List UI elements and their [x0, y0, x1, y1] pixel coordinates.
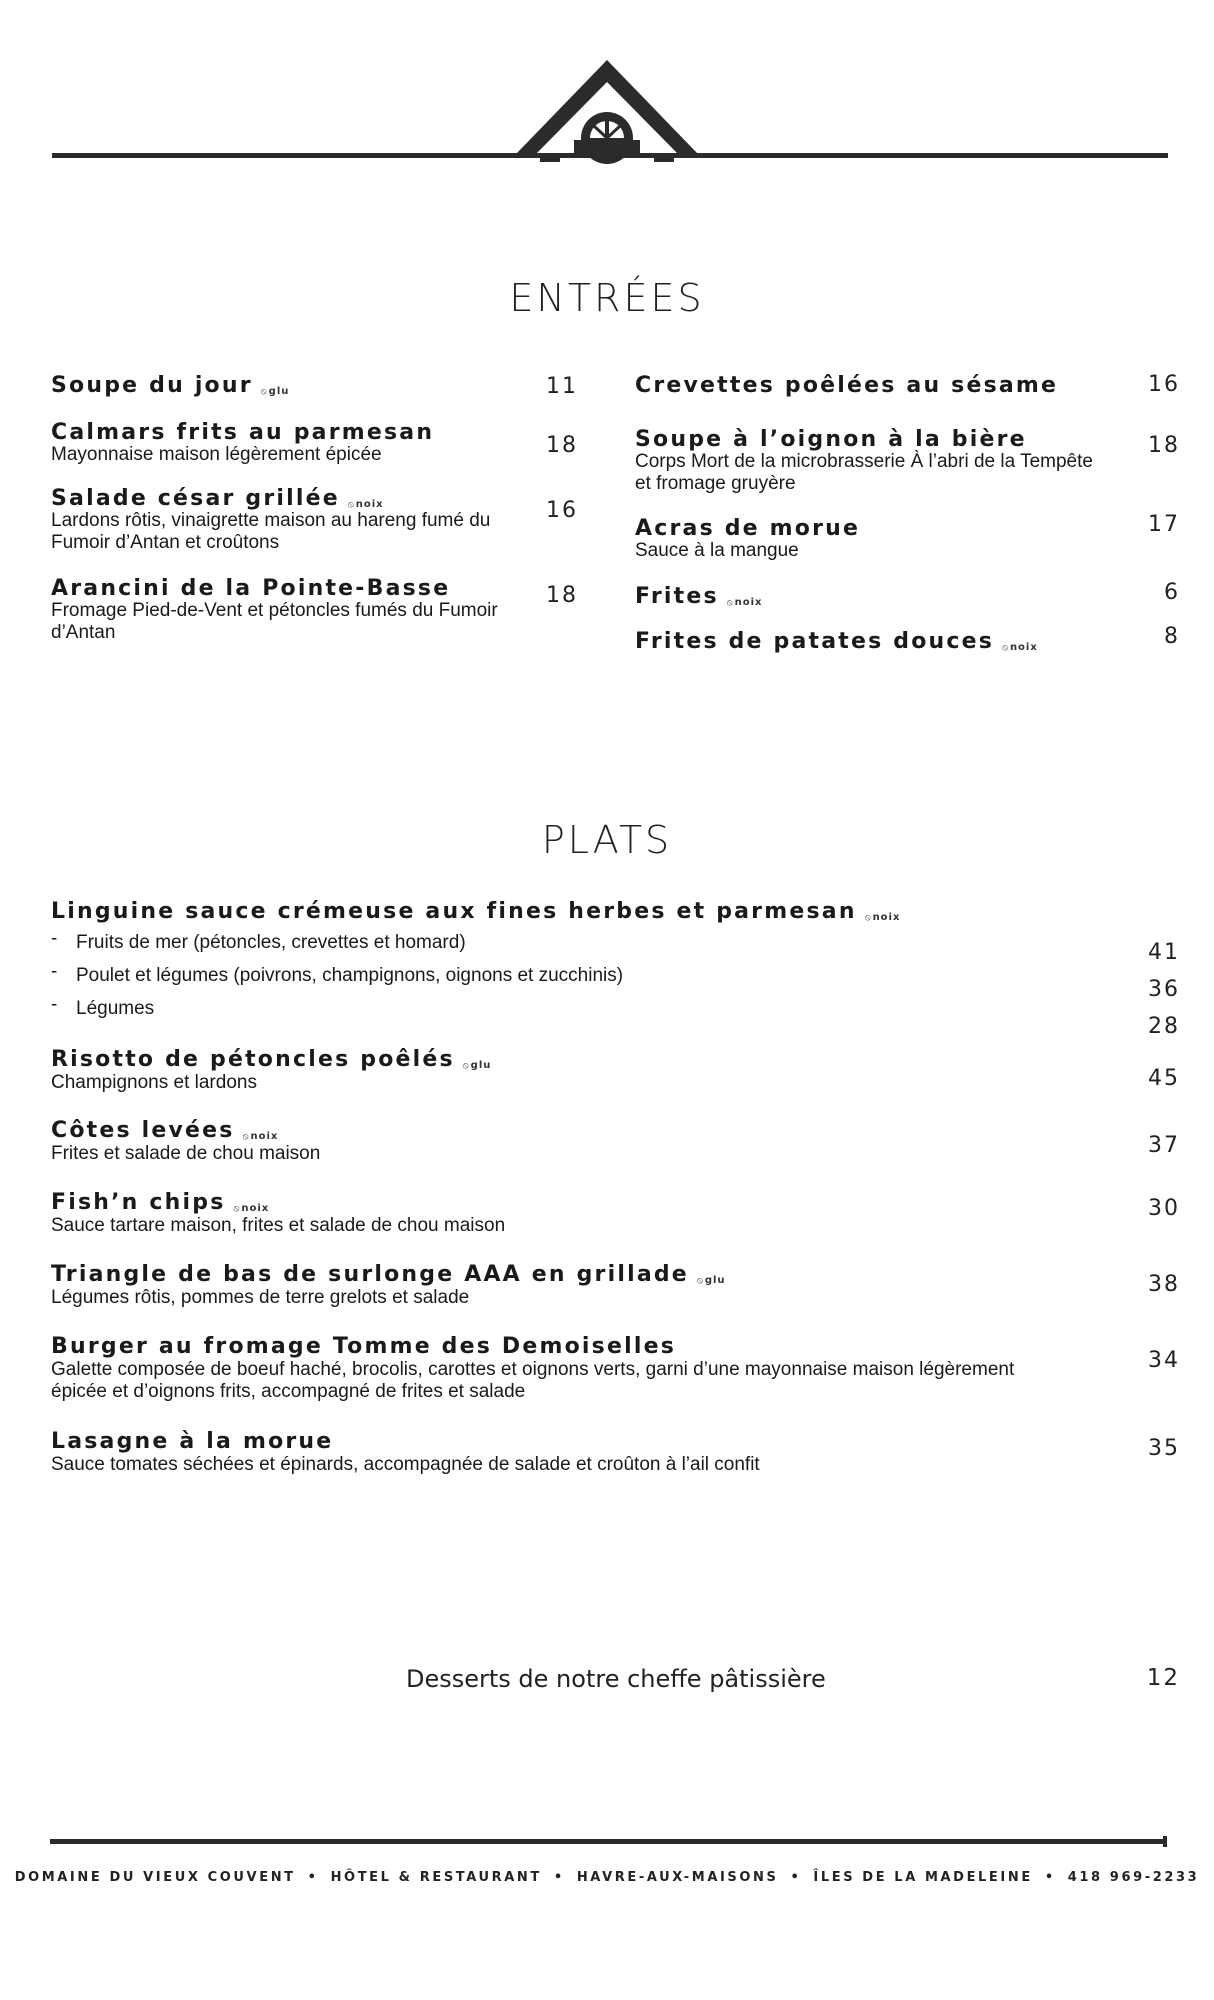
allergen-label: glu	[470, 1060, 492, 1071]
allergen-tag	[243, 1131, 279, 1142]
entree-frites-name	[635, 584, 763, 616]
plat-linguine-name	[51, 899, 900, 931]
item-title: Soupe du jour	[51, 373, 253, 398]
linguine-option-bullet: -	[51, 961, 58, 982]
plat-fish-n-chips-description: Sauce tartare maison, frites et salade de chou maison	[51, 1215, 506, 1236]
entree-calmars-price: 18	[546, 433, 578, 458]
allergen-tag	[727, 597, 763, 608]
plat-lasagne-description: Sauce tomates séchées et épinards, accompagnée de salade et croûton à l’ail confit	[51, 1454, 760, 1475]
footer-hotel-name: DOMAINE DU VIEUX COUVENT	[14, 1870, 296, 1885]
no-allergen-icon: ⦸	[696, 1276, 704, 1286]
footer-contact-line	[0, 1870, 1214, 1885]
no-allergen-icon: ⦸	[347, 500, 355, 510]
linguine-option-poulet-legumes: Poulet et légumes (poivrons, champignons, oignons et zucchinis)	[76, 965, 624, 986]
entree-frites-patates-douces-price: 8	[1164, 624, 1180, 649]
item-title: Risotto de pétoncles poêlés	[51, 1047, 455, 1072]
dessert-price: 12	[1146, 1665, 1180, 1691]
entree-frites-patates-douces-name	[635, 629, 1038, 661]
footer-separator: •	[553, 1870, 565, 1885]
allergen-label: glu	[268, 386, 290, 397]
footer-town: HAVRE-AUX-MAISONS	[576, 1870, 779, 1885]
item-title: Fish’n chips	[51, 1190, 226, 1215]
allergen-label: noix	[872, 912, 901, 923]
entree-soupe-oignon-description: Corps Mort de la microbrasserie À l’abri de la Tempête et fromage gruyère	[635, 451, 1093, 494]
allergen-tag	[348, 499, 384, 510]
dessert-label: Desserts de notre cheffe pâtissière	[406, 1665, 826, 1693]
plat-lasagne-name: Lasagne à la morue	[51, 1429, 334, 1454]
item-title: Salade césar grillée	[51, 486, 340, 511]
entree-calmars-name: Calmars frits au parmesan	[51, 420, 435, 445]
footer-region: ÎLES DE LA MADELEINE	[813, 1870, 1033, 1885]
no-allergen-icon: ⦸	[864, 913, 872, 923]
entree-acras-name: Acras de morue	[635, 516, 861, 541]
allergen-label: noix	[250, 1131, 279, 1142]
linguine-option-fruits-de-mer-price: 41	[1148, 940, 1180, 965]
allergen-label: noix	[355, 499, 384, 510]
no-allergen-icon: ⦸	[462, 1061, 470, 1071]
plat-cotes-levees-price: 37	[1148, 1133, 1180, 1158]
item-title: Côtes levées	[51, 1118, 235, 1143]
footer-separator: •	[1044, 1870, 1056, 1885]
entree-calmars-description: Mayonnaise maison légèrement épicée	[51, 444, 382, 465]
entree-arancini-description: Fromage Pied-de-Vent et pétoncles fumés du Fumoir d’Antan	[51, 600, 498, 643]
allergen-tag	[697, 1275, 726, 1286]
plat-risotto-description: Champignons et lardons	[51, 1072, 257, 1093]
item-title: Linguine sauce crémeuse aux fines herbes et parmesan	[51, 899, 857, 924]
item-title: Frites	[635, 584, 719, 609]
entree-salade-cesar-price: 16	[546, 498, 578, 523]
entree-frites-price: 6	[1164, 580, 1180, 605]
allergen-tag	[865, 912, 901, 923]
allergen-label: glu	[704, 1275, 726, 1286]
no-allergen-icon: ⦸	[1002, 643, 1009, 653]
linguine-option-legumes-price: 28	[1148, 1014, 1180, 1039]
entree-acras-price: 17	[1148, 512, 1180, 537]
plat-fish-n-chips-price: 30	[1148, 1196, 1180, 1221]
entree-soupe-oignon-price: 18	[1148, 433, 1180, 458]
plat-triangle-surlonge-price: 38	[1148, 1272, 1180, 1297]
linguine-option-poulet-legumes-price: 36	[1148, 977, 1180, 1002]
linguine-option-bullet: -	[51, 994, 58, 1015]
linguine-option-legumes: Légumes	[76, 998, 155, 1019]
plat-burger-name: Burger au fromage Tomme des Demoiselles	[51, 1334, 676, 1359]
entree-crevettes-name: Crevettes poêlées au sésame	[635, 373, 1059, 398]
allergen-label: noix	[241, 1203, 270, 1214]
entree-arancini-name: Arancini de la Pointe-Basse	[51, 576, 451, 601]
plats-section-title: PLATS	[541, 818, 673, 862]
entree-crevettes-price: 16	[1148, 372, 1180, 397]
footer-rule	[0, 1836, 1214, 1848]
linguine-option-fruits-de-mer: Fruits de mer (pétoncles, crevettes et homard)	[76, 932, 466, 953]
allergen-tag	[261, 386, 290, 397]
no-allergen-icon: ⦸	[726, 598, 734, 608]
entree-salade-cesar-description: Lardons rôtis, vinaigrette maison au hareng fumé du Fumoir d’Antan et croûtons	[51, 510, 491, 553]
entree-arancini-price: 18	[546, 583, 578, 608]
allergen-label: noix	[734, 597, 763, 608]
header-emblem-logo	[0, 50, 1214, 170]
plat-lasagne-price: 35	[1148, 1436, 1180, 1461]
entrees-section-title: ENTRÉES	[509, 276, 705, 320]
allergen-tag	[234, 1203, 270, 1214]
allergen-tag	[1002, 642, 1038, 653]
plat-burger-description: Galette composée de boeuf haché, brocolis, carottes et oignons verts, garni d’une mayonnaise maison légèrement épicée et d’oignons frits, accompagné de frites et salade	[51, 1359, 1015, 1402]
allergen-label: noix	[1009, 642, 1038, 653]
plat-cotes-levees-description: Frites et salade de chou maison	[51, 1143, 321, 1164]
plat-risotto-price: 45	[1148, 1066, 1180, 1091]
entree-soupe-du-jour-price: 11	[546, 374, 578, 399]
entree-soupe-du-jour-name	[51, 373, 289, 405]
plat-triangle-surlonge-description: Légumes rôtis, pommes de terre grelots et salade	[51, 1287, 470, 1308]
footer-phone: 418 969-2233	[1067, 1870, 1200, 1885]
item-title: Triangle de bas de surlonge AAA en grillade	[51, 1262, 689, 1287]
allergen-tag	[463, 1060, 492, 1071]
linguine-option-bullet: -	[51, 928, 58, 949]
entree-soupe-oignon-name: Soupe à l’oignon à la bière	[635, 427, 1027, 452]
no-allergen-icon: ⦸	[233, 1204, 241, 1214]
footer-separator: •	[790, 1870, 802, 1885]
footer-establishment-type: HÔTEL & RESTAURANT	[330, 1870, 542, 1885]
no-allergen-icon: ⦸	[260, 387, 268, 397]
item-title: Frites de patates douces	[635, 629, 995, 654]
no-allergen-icon: ⦸	[242, 1132, 250, 1142]
entree-acras-description: Sauce à la mangue	[635, 540, 799, 561]
plat-burger-price: 34	[1148, 1348, 1180, 1373]
footer-separator: •	[307, 1870, 319, 1885]
